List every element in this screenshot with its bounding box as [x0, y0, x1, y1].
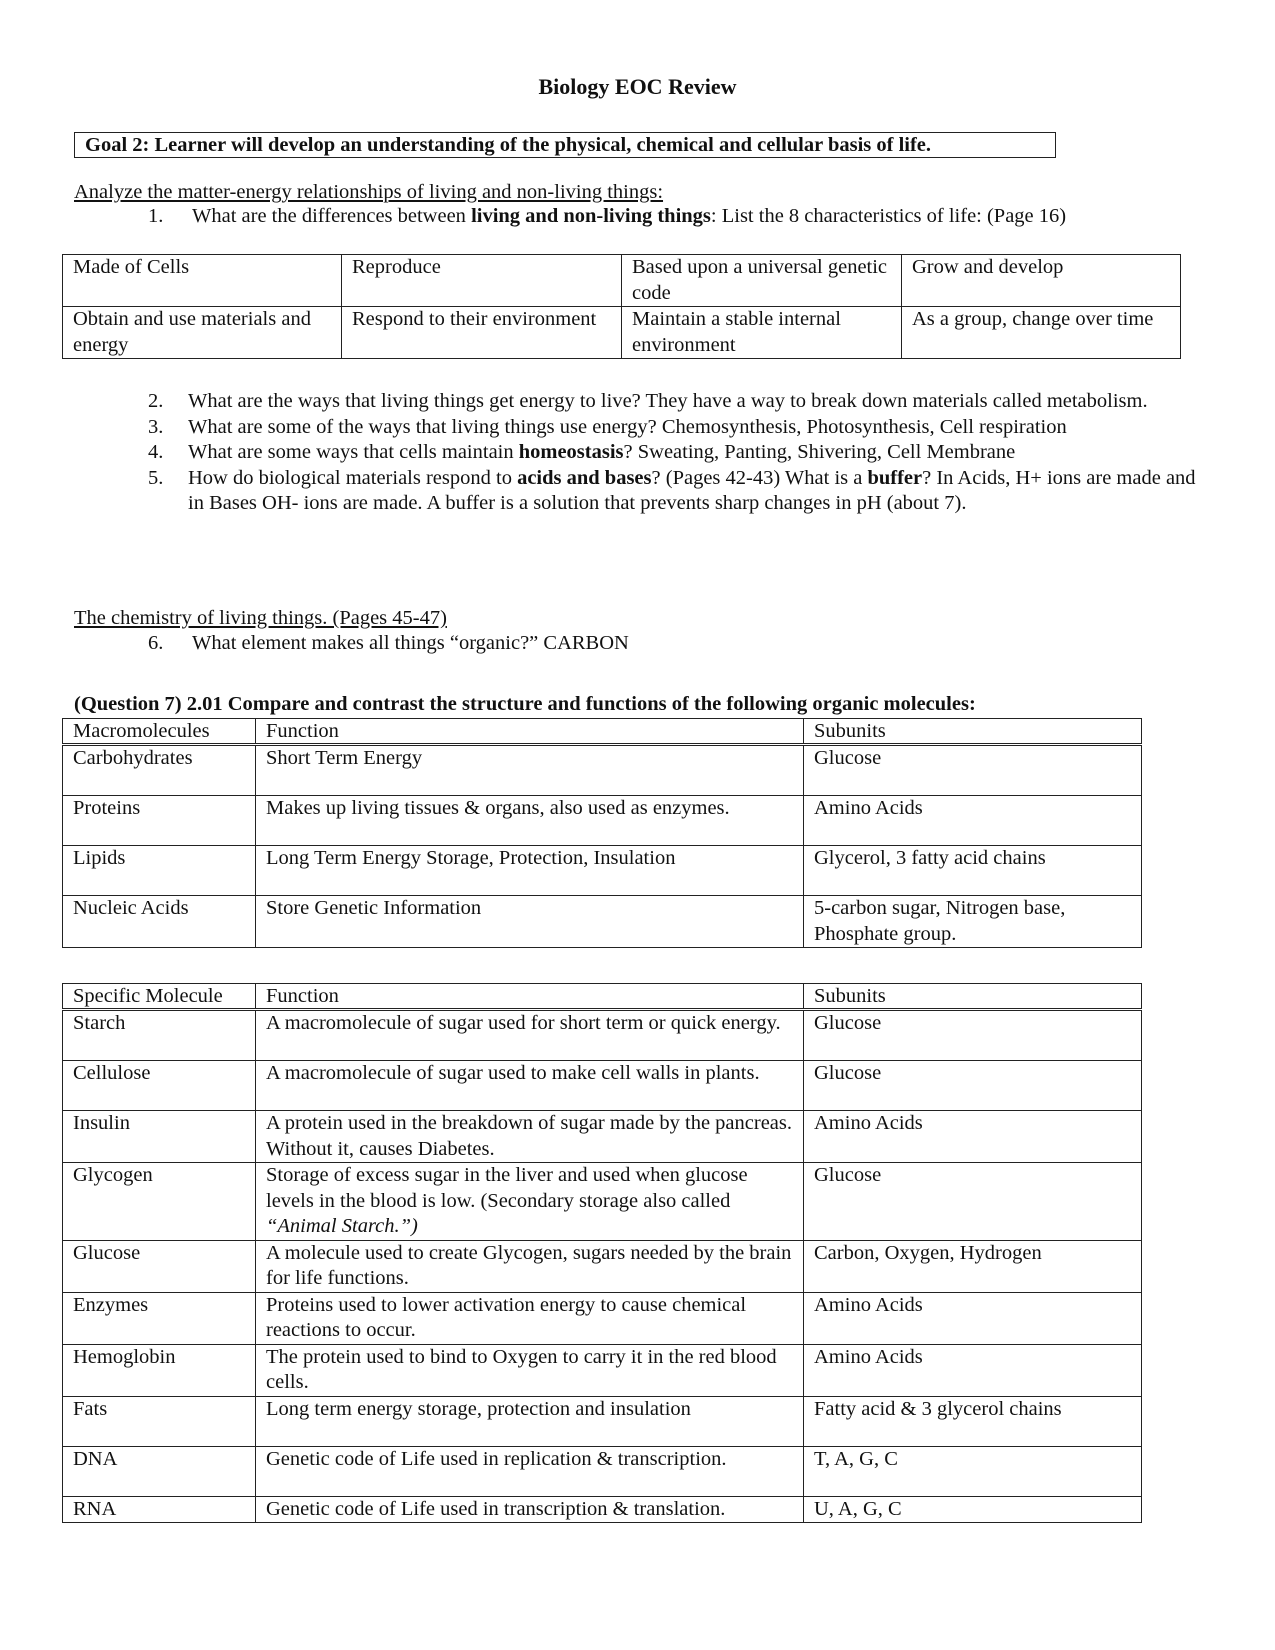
table-row	[63, 796, 1142, 846]
column-header: Macromolecules	[63, 719, 256, 745]
column-header: Specific Molecule	[63, 984, 256, 1010]
specific-molecules-table	[62, 983, 1142, 1523]
table-cell: Glycerol, 3 fatty acid chains	[804, 846, 1142, 896]
table-cell: Glucose	[63, 1240, 256, 1292]
column-header: Subunits	[804, 719, 1142, 745]
macromolecules-table	[62, 718, 1142, 948]
table-cell: Maintain a stable internal environment	[622, 307, 902, 359]
table-cell: Makes up living tissues & organs, also used as enzymes.	[256, 796, 804, 846]
question-5: 5. How do biological materials respond to acids and bases? (Pages 42-43) What is a buffer? In Acids, H+ ions are made and in Bases OH- ions are made. A buffer is a solution that prevents sharp changes in pH (about 7).	[148, 466, 1196, 514]
table-cell: DNA	[63, 1446, 256, 1496]
table-cell: Store Genetic Information	[256, 896, 804, 948]
table-cell: Genetic code of Life used in replication & transcription.	[256, 1446, 804, 1496]
table-cell: Carbohydrates	[63, 745, 256, 796]
table-cell: 5-carbon sugar, Nitrogen base, Phosphate group.	[804, 896, 1142, 948]
table-cell: Made of Cells	[63, 255, 342, 307]
table-cell: Amino Acids	[804, 1111, 1142, 1163]
table-cell: RNA	[63, 1496, 256, 1523]
table-row	[63, 1240, 1142, 1292]
table-cell: Storage of excess sugar in the liver and used when glucose levels in the blood is low. (Secondary storage also called “Animal Starch.”)	[256, 1163, 804, 1241]
table-cell: As a group, change over time	[902, 307, 1181, 359]
table-cell: A macromolecule of sugar used for short term or quick energy.	[256, 1010, 804, 1061]
table-row	[63, 1111, 1142, 1163]
question-1: 1. What are the differences between living and non-living things: List the 8 characteristics of life: (Page 16)	[148, 204, 1066, 230]
table-cell: Fatty acid & 3 glycerol chains	[804, 1396, 1142, 1446]
table-cell: Long Term Energy Storage, Protection, Insulation	[256, 846, 804, 896]
characteristics-of-life-table	[62, 254, 1181, 359]
question-list	[148, 389, 1208, 517]
table-cell: Glucose	[804, 1010, 1142, 1061]
question-number: 1.	[148, 205, 164, 227]
table-cell: Glucose	[804, 1163, 1142, 1241]
table-row	[63, 1292, 1142, 1344]
table-cell: Long term energy storage, protection and insulation	[256, 1396, 804, 1446]
table-row	[63, 745, 1142, 796]
column-header: Function	[256, 984, 804, 1010]
table-cell: T, A, G, C	[804, 1446, 1142, 1496]
table-cell: Glucose	[804, 745, 1142, 796]
table-cell: U, A, G, C	[804, 1496, 1142, 1523]
section-heading-chemistry: The chemistry of living things. (Pages 45-47)	[74, 607, 447, 629]
question-7-heading: (Question 7) 2.01 Compare and contrast the structure and functions of the following organic molecules:	[74, 693, 976, 715]
table-cell: Respond to their environment	[342, 307, 622, 359]
table-cell: Fats	[63, 1396, 256, 1446]
table-row	[63, 1344, 1142, 1396]
table-cell: A protein used in the breakdown of sugar made by the pancreas. Without it, causes Diabetes.	[256, 1111, 804, 1163]
table-cell: Enzymes	[63, 1292, 256, 1344]
table-cell: Proteins used to lower activation energy to cause chemical reactions to occur.	[256, 1292, 804, 1344]
table-cell: Hemoglobin	[63, 1344, 256, 1396]
table-cell: Nucleic Acids	[63, 896, 256, 948]
table-cell: Proteins	[63, 796, 256, 846]
table-row	[63, 1396, 1142, 1446]
table-cell: Amino Acids	[804, 796, 1142, 846]
question-3: 3. What are some of the ways that living things use energy? Chemosynthesis, Photosynthesis, Cell respiration	[148, 415, 1067, 438]
goal-statement: Goal 2: Learner will develop an understanding of the physical, chemical and cellular basis of life.	[74, 132, 1056, 158]
table-cell: Carbon, Oxygen, Hydrogen	[804, 1240, 1142, 1292]
table-row	[63, 1163, 1142, 1241]
question-6: 6. What element makes all things “organic?” CARBON	[148, 632, 629, 654]
table-row	[63, 1061, 1142, 1111]
table-cell: A molecule used to create Glycogen, sugars needed by the brain for life functions.	[256, 1240, 804, 1292]
table-cell: Grow and develop	[902, 255, 1181, 307]
table-cell: Starch	[63, 1010, 256, 1061]
page-title: Biology EOC Review	[538, 74, 737, 99]
table-row	[63, 255, 1181, 307]
table-row	[63, 1446, 1142, 1496]
table-cell: Lipids	[63, 846, 256, 896]
table-cell: Glycogen	[63, 1163, 256, 1241]
table-row	[63, 1010, 1142, 1061]
table-cell: Genetic code of Life used in transcription & translation.	[256, 1496, 804, 1523]
column-header: Subunits	[804, 984, 1142, 1010]
italic-note: “Animal Starch.”)	[266, 1215, 418, 1237]
table-cell: Reproduce	[342, 255, 622, 307]
question-4: 4. What are some ways that cells maintain homeostasis? Sweating, Panting, Shivering, Cell Membrane	[148, 441, 1016, 463]
table-header-row	[63, 719, 1142, 745]
table-cell: Insulin	[63, 1111, 256, 1163]
table-cell: Glucose	[804, 1061, 1142, 1111]
table-cell: Cellulose	[63, 1061, 256, 1111]
table-cell: Amino Acids	[804, 1292, 1142, 1344]
table-cell: A macromolecule of sugar used to make cell walls in plants.	[256, 1061, 804, 1111]
table-cell: Short Term Energy	[256, 745, 804, 796]
table-header-row	[63, 984, 1142, 1010]
table-cell: Amino Acids	[804, 1344, 1142, 1396]
question-2: 2. What are the ways that living things get energy to live? They have a way to break down materials called metabolism.	[148, 390, 1148, 412]
table-cell: Based upon a universal genetic code	[622, 255, 902, 307]
table-row	[63, 307, 1181, 359]
table-row	[63, 896, 1142, 948]
section-heading-matter-energy: Analyze the matter-energy relationships of living and non-living things:	[74, 181, 664, 203]
table-row	[63, 846, 1142, 896]
table-cell: The protein used to bind to Oxygen to carry it in the red blood cells.	[256, 1344, 804, 1396]
table-cell: Obtain and use materials and energy	[63, 307, 342, 359]
column-header: Function	[256, 719, 804, 745]
table-row	[63, 1496, 1142, 1523]
